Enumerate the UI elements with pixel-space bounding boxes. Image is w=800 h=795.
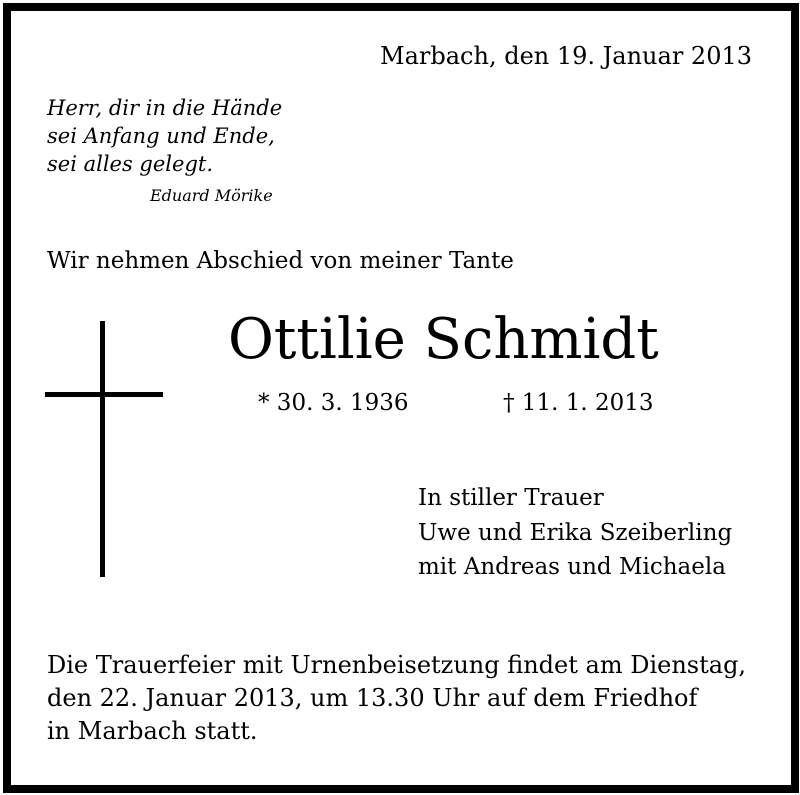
quote-line: sei Anfang und Ende, — [47, 124, 275, 148]
funeral-notice-line: Die Trauerfeier mit Urnenbeisetzung findet am Dienstag, — [47, 651, 747, 679]
funeral-notice-line: in Marbach statt. — [47, 717, 258, 745]
mourner-line: Uwe und Erika Szeiberling — [418, 520, 733, 546]
deceased-name: Ottilie Schmidt — [228, 307, 659, 372]
quote-author: Eduard Mörike — [150, 186, 273, 205]
cross-icon-bar — [45, 392, 163, 397]
quote-line: sei alles gelegt. — [47, 152, 214, 176]
birth-date: * 30. 3. 1936 — [258, 390, 409, 416]
funeral-notice-line: den 22. Januar 2013, um 13.30 Uhr auf dem Friedhof — [47, 684, 698, 712]
mourner-line: mit Andreas und Michaela — [418, 554, 726, 580]
intro-text: Wir nehmen Abschied von meiner Tante — [47, 248, 514, 274]
death-date: † 11. 1. 2013 — [503, 390, 654, 416]
quote-line: Herr, dir in die Hände — [47, 96, 283, 120]
mourner-line: In stiller Trauer — [418, 485, 604, 511]
place-date: Marbach, den 19. Januar 2013 — [380, 42, 752, 70]
cross-icon — [100, 321, 105, 577]
